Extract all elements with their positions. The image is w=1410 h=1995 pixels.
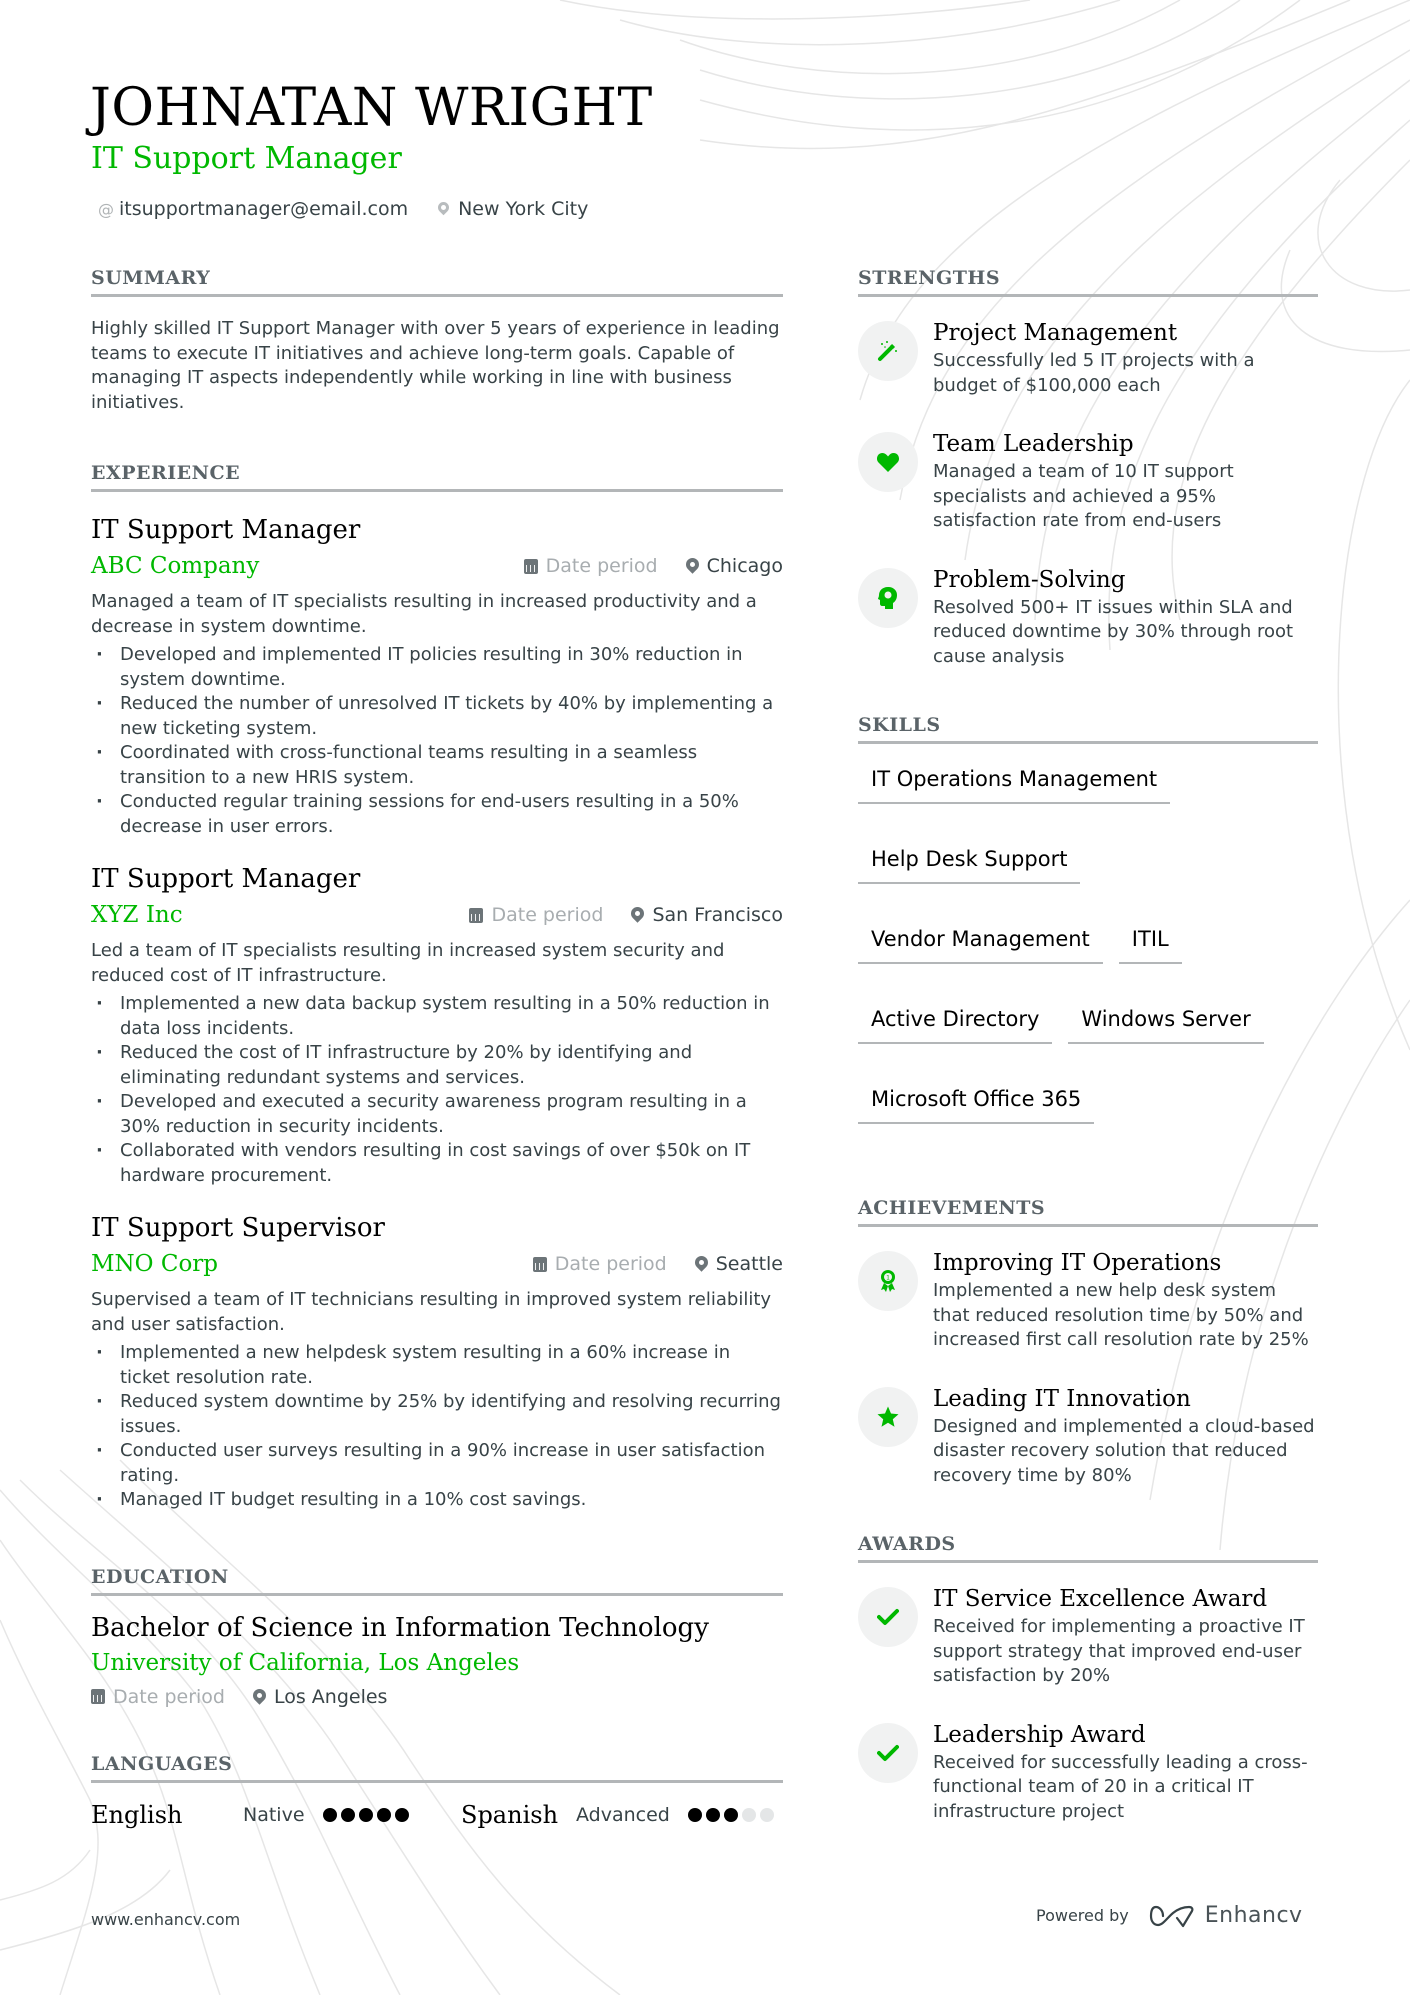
achievement-item <box>858 1247 1318 1353</box>
skill-tag: IT Operations Management <box>858 764 1170 804</box>
icon-badge <box>858 1387 918 1447</box>
icon-badge <box>858 1251 918 1311</box>
powered-by-label: Powered by <box>1036 1906 1129 1925</box>
school-name: University of California, Los Angeles <box>91 1649 520 1676</box>
location-text: New York City <box>458 198 589 220</box>
footer-branding <box>1036 1903 1303 1928</box>
map-pin-icon <box>692 1253 710 1271</box>
calendar-icon <box>524 559 538 574</box>
head-brain-icon <box>877 586 899 610</box>
left-column <box>91 266 783 1835</box>
award-title: IT Service Excellence Award <box>933 1586 1268 1612</box>
skill-tag: Active Directory <box>858 1004 1052 1044</box>
contact-info <box>98 198 588 220</box>
footer-website-link[interactable]: www.enhancv.com <box>91 1910 241 1929</box>
language-item <box>91 1801 461 1829</box>
icon-badge <box>858 432 918 492</box>
bullet-item: · Collaborated with vendors resulting in cost savings of over $50k on IT hardware procurement. <box>91 1139 783 1188</box>
job-bullets <box>91 992 783 1188</box>
language-name: English <box>91 1800 183 1829</box>
languages-section <box>91 1752 783 1835</box>
summary-section <box>91 266 783 415</box>
rating-dot-empty <box>760 1808 774 1822</box>
award-title: Leadership Award <box>933 1721 1146 1748</box>
right-column <box>858 266 1318 1824</box>
strength-title: Team Leadership <box>933 431 1134 457</box>
rating-dot-filled <box>395 1808 409 1822</box>
date-period: Date period <box>113 1685 225 1708</box>
map-pin-icon <box>629 904 647 922</box>
medal-icon <box>878 1269 898 1293</box>
bullet-item: · Managed IT budget resulting in a 10% cost savings. <box>91 1488 783 1513</box>
enhancv-logo[interactable] <box>1149 1903 1303 1928</box>
section-heading-strengths: STRENGTHS <box>858 266 1318 297</box>
company-name: MNO Corp <box>91 1251 219 1277</box>
contact-location <box>438 198 588 220</box>
section-heading-awards: AWARDS <box>858 1532 1318 1563</box>
icon-badge <box>858 1723 918 1783</box>
job-title: IT Support Supervisor <box>91 1213 385 1243</box>
degree-title: Bachelor of Science in Information Technology <box>91 1612 709 1643</box>
section-heading-summary: SUMMARY <box>91 266 783 297</box>
calendar-icon <box>533 1257 547 1272</box>
strength-item <box>858 317 1318 398</box>
section-heading-education: EDUCATION <box>91 1565 783 1596</box>
skill-tag: Help Desk Support <box>858 844 1080 884</box>
experience-item <box>91 861 783 1188</box>
strength-item <box>858 564 1318 670</box>
skills-section <box>858 713 1318 1124</box>
strengths-section <box>858 266 1318 669</box>
achievement-title: Leading IT Innovation <box>933 1385 1191 1412</box>
check-icon <box>877 1608 899 1626</box>
icon-badge <box>858 568 918 628</box>
strength-description: Managed a team of 10 IT support specialists and achieved a 95% satisfaction rate from end-users <box>933 461 1234 531</box>
languages-list <box>91 1795 783 1835</box>
bullet-item: · Conducted regular training sessions for end-users resulting in a 50% decrease in user errors. <box>91 790 783 839</box>
heart-icon <box>876 451 900 473</box>
job-description: Led a team of IT specialists resulting in increased system security and reduced cost of IT infrastructure. <box>91 940 725 986</box>
email-text: itsupportmanager@email.com <box>119 198 409 220</box>
bullet-item: · Conducted user surveys resulting in a 90% increase in user satisfaction rating. <box>91 1439 783 1488</box>
star-icon <box>876 1405 900 1429</box>
rating-dot-filled <box>341 1808 355 1822</box>
check-icon <box>877 1744 899 1762</box>
strength-item <box>858 428 1318 534</box>
language-level: Advanced <box>576 1803 670 1826</box>
rating-dot-filled <box>724 1808 738 1822</box>
job-location: Chicago <box>706 555 783 577</box>
award-item <box>858 1719 1318 1825</box>
school-location: Los Angeles <box>273 1685 388 1708</box>
skill-tag: Vendor Management <box>858 924 1103 964</box>
job-description: Supervised a team of IT technicians resulting in improved system reliability and user satisfaction. <box>91 1289 772 1335</box>
date-period: Date period <box>554 1253 667 1275</box>
rating-dot-filled <box>688 1808 702 1822</box>
date-period: Date period <box>491 904 604 926</box>
job-bullets <box>91 643 783 839</box>
company-name: XYZ Inc <box>91 902 183 928</box>
achievement-title: Improving IT Operations <box>933 1250 1222 1276</box>
brand-name: Enhancv <box>1204 1903 1303 1928</box>
map-pin-icon <box>683 555 701 573</box>
language-rating <box>688 1808 774 1822</box>
skill-tag: Microsoft Office 365 <box>858 1084 1094 1124</box>
achievements-section <box>858 1196 1318 1488</box>
bullet-item: · Reduced the number of unresolved IT tickets by 40% by implementing a new ticketing system. <box>91 692 783 741</box>
experience-item <box>91 512 783 839</box>
calendar-icon <box>91 1689 105 1704</box>
job-title: IT Support Manager <box>91 864 361 894</box>
section-heading-achievements: ACHIEVEMENTS <box>858 1196 1318 1227</box>
language-level: Native <box>243 1803 305 1826</box>
rating-dot-filled <box>323 1808 337 1822</box>
candidate-name: JOHNATAN WRIGHT <box>90 78 653 138</box>
achievement-description: Implemented a new help desk system that reduced resolution time by 50% and increased first call resolution rate by 25% <box>933 1280 1309 1350</box>
awards-section <box>858 1532 1318 1824</box>
strength-description: Successfully led 5 IT projects with a budget of $100,000 each <box>933 350 1255 396</box>
section-heading-skills: SKILLS <box>858 713 1318 744</box>
at-icon: @ <box>98 199 114 219</box>
bullet-item: · Developed and implemented IT policies resulting in 30% reduction in system downtime. <box>91 643 783 692</box>
magic-wand-icon <box>876 339 900 363</box>
language-rating <box>323 1808 409 1822</box>
language-name: Spanish <box>461 1800 559 1829</box>
icon-badge <box>858 1587 918 1647</box>
bullet-item: · Coordinated with cross-functional teams resulting in a seamless transition to a new HRIS system. <box>91 741 783 790</box>
rating-dot-empty <box>742 1808 756 1822</box>
award-description: Received for implementing a proactive IT support strategy that improved end-user satisfaction by 20% <box>933 1616 1305 1686</box>
bullet-item: · Reduced the cost of IT infrastructure by 20% by identifying and eliminating redundant systems and services. <box>91 1041 783 1090</box>
award-item <box>858 1583 1318 1689</box>
company-name: ABC Company <box>91 553 260 579</box>
skills-list <box>858 764 1318 1124</box>
job-description: Managed a team of IT specialists resulting in increased productivity and a decrease in system downtime. <box>91 591 757 637</box>
rating-dot-filled <box>377 1808 391 1822</box>
achievement-item <box>858 1383 1318 1489</box>
map-pin-icon <box>436 200 452 216</box>
experience-item <box>91 1210 783 1513</box>
skill-tag: Windows Server <box>1068 1004 1263 1044</box>
bullet-item: · Reduced system downtime by 25% by identifying and resolving recurring issues. <box>91 1390 783 1439</box>
bullet-item: · Implemented a new data backup system resulting in a 50% reduction in data loss incidents. <box>91 992 783 1041</box>
strength-description: Resolved 500+ IT issues within SLA and reduced downtime by 30% through root cause analysis <box>933 596 1294 667</box>
strength-title: Problem-Solving <box>933 566 1126 593</box>
map-pin-icon <box>250 1686 268 1704</box>
achievement-description: Designed and implemented a cloud-based disaster recovery solution that reduced recovery time by 80% <box>933 1415 1315 1486</box>
calendar-icon <box>469 908 483 923</box>
job-location: Seattle <box>715 1253 783 1275</box>
rating-dot-filled <box>359 1808 373 1822</box>
job-location: San Francisco <box>652 904 783 926</box>
section-heading-experience: EXPERIENCE <box>91 461 783 492</box>
job-title: IT Support Manager <box>91 515 361 545</box>
svg-text:1: 1 <box>886 1274 890 1282</box>
section-heading-languages: LANGUAGES <box>91 1752 783 1783</box>
bullet-item: · Developed and executed a security awareness program resulting in a 30% reduction in security incidents. <box>91 1090 783 1139</box>
language-item <box>461 1801 774 1829</box>
skill-tag: ITIL <box>1119 924 1182 964</box>
strength-title: Project Management <box>933 320 1178 346</box>
award-description: Received for successfully leading a cross-functional team of 20 in a critical IT infrastructure project <box>933 1751 1308 1822</box>
job-bullets <box>91 1341 783 1513</box>
rating-dot-filled <box>706 1808 720 1822</box>
enhancv-logo-icon <box>1149 1904 1195 1928</box>
education-section <box>91 1565 783 1712</box>
contact-email[interactable] <box>98 198 408 220</box>
bullet-item: · Implemented a new helpdesk system resulting in a 60% increase in ticket resolution rate. <box>91 1341 783 1390</box>
experience-section <box>91 461 783 1513</box>
summary-text: Highly skilled IT Support Manager with over 5 years of experience in leading teams to execute IT initiatives and achieve long-term goals. Capable of managing IT aspects independently while working in line with business initiatives. <box>91 318 780 413</box>
icon-badge <box>858 321 918 381</box>
date-period: Date period <box>545 555 658 577</box>
candidate-title: IT Support Manager <box>91 141 402 176</box>
